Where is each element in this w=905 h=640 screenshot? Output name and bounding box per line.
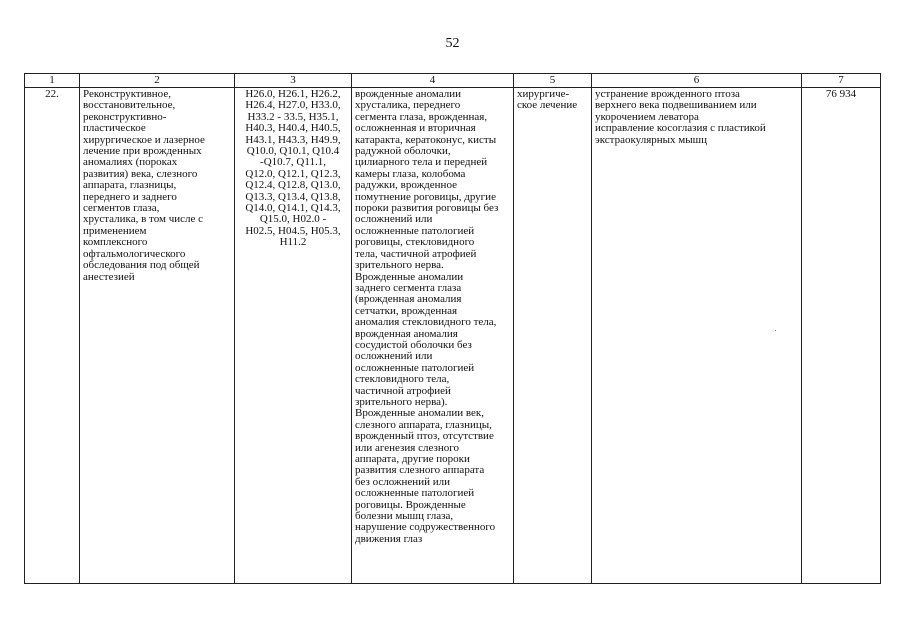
column-header-1: 1 bbox=[25, 74, 80, 88]
column-header-4: 4 bbox=[352, 74, 514, 88]
diagnosis-line: врожденный птоз, отсутствие bbox=[355, 430, 494, 443]
treatment-method-line: верхнего века подвешиванием или bbox=[595, 99, 757, 112]
group-name-line: обследования под общей bbox=[83, 259, 200, 272]
diagnosis-line: развития слезного аппарата bbox=[355, 464, 485, 477]
diagnosis-line: роговицы. Врожденные bbox=[355, 498, 466, 511]
diagnosis-cell bbox=[352, 88, 514, 584]
diagnosis-line: катаракта, кератоконус, кисты bbox=[355, 133, 497, 146]
group-name-line: применением bbox=[83, 224, 147, 237]
diagnosis-line: сосудистой оболочки без bbox=[355, 338, 472, 351]
treatment-type-cell bbox=[514, 88, 592, 584]
icd-codes-line: Q12.0, Q12.1, Q12.3, bbox=[245, 167, 341, 180]
diagnosis-line: помутнение роговицы, другие bbox=[355, 190, 496, 203]
icd-codes-line: H02.5, H04.5, H05.3, bbox=[245, 224, 341, 237]
table-row bbox=[25, 88, 881, 584]
treatment-type-line: хирургиче- bbox=[517, 88, 570, 100]
group-name-line: лечение при врожденных bbox=[83, 145, 202, 158]
group-name-line: офтальмологического bbox=[83, 247, 186, 260]
diagnosis-line: тела, частичной атрофией bbox=[355, 247, 477, 260]
diagnosis-line: Врожденные аномалии bbox=[355, 270, 464, 283]
treatment-method-cell bbox=[592, 88, 802, 584]
icd-codes-line: Q12.4, Q12.8, Q13.0, bbox=[245, 179, 341, 192]
diagnosis-line: зрительного нерва. bbox=[355, 259, 444, 272]
diagnosis-line: осложненные патологией bbox=[355, 224, 475, 237]
diagnosis-line: аппарата, другие пороки bbox=[355, 453, 470, 465]
diagnosis-line: осложненные патологией bbox=[355, 361, 475, 374]
treatment-type-line: ское лечение bbox=[517, 99, 578, 112]
group-name-line: аппарата, глазницы, bbox=[83, 179, 177, 192]
row-number: 22. bbox=[25, 88, 80, 584]
icd-codes-line: H11.2 bbox=[279, 236, 307, 249]
group-name-line: пластическое bbox=[83, 122, 146, 135]
diagnosis-line: движения глаз bbox=[355, 532, 423, 545]
diagnosis-line: сетчатки, врожденная bbox=[355, 304, 458, 317]
icd-codes-line: Q15.0, H02.0 - bbox=[259, 213, 327, 226]
treatment-method-line: экстраокулярных мышц bbox=[595, 133, 707, 146]
column-number-row bbox=[25, 74, 881, 88]
group-name-line: Реконструктивное, bbox=[83, 88, 171, 100]
diagnosis-line: радужки, врожденное bbox=[355, 179, 457, 192]
group-name-line: сегментов глаза, bbox=[83, 202, 160, 215]
diagnosis-line: аномалия стекловидного тела, bbox=[355, 316, 497, 329]
diagnosis-line: зрительного нерва). bbox=[355, 395, 448, 408]
group-name-cell bbox=[80, 88, 235, 584]
diagnosis-line: осложненная и вторичная bbox=[355, 122, 476, 135]
icd-codes-line: Q14.0, Q14.1, Q14.3, bbox=[245, 202, 341, 215]
procedures-table bbox=[24, 73, 881, 584]
icd-codes-line: H40.3, H40.4, H40.5, bbox=[245, 122, 341, 135]
treatment-method-line: укорочением леватора bbox=[595, 110, 699, 123]
diagnosis-line: слезного аппарата, глазницы, bbox=[355, 418, 492, 431]
diagnosis-line: осложнений или bbox=[355, 213, 433, 226]
diagnosis-line: роговицы, стекловидного bbox=[355, 236, 475, 249]
group-name-line: комплексного bbox=[83, 236, 148, 249]
treatment-method-line: устранение врожденного птоза bbox=[595, 88, 740, 100]
diagnosis-line: врожденные аномалии bbox=[355, 88, 461, 100]
icd-codes-cell bbox=[235, 88, 352, 584]
diagnosis-line: врожденная аномалия bbox=[355, 327, 458, 340]
diagnosis-line: или агенезия слезного bbox=[355, 441, 459, 454]
treatment-method-line: исправление косоглазия с пластикой bbox=[595, 122, 766, 135]
diagnosis-line: радужной оболочки, bbox=[355, 145, 451, 158]
scan-speck bbox=[775, 330, 776, 331]
icd-codes-line: H33.2 - 33.5, H35.1, bbox=[247, 110, 339, 123]
column-header-7: 7 bbox=[802, 74, 881, 88]
icd-codes-line: H26.0, H26.1, H26.2, bbox=[245, 88, 341, 100]
group-name-line: переднего и заднего bbox=[83, 190, 177, 203]
group-name-line: хрусталика, в том числе с bbox=[83, 213, 204, 226]
diagnosis-line: болезни мышц глаза, bbox=[355, 510, 454, 523]
group-name-line: анестезией bbox=[83, 270, 135, 283]
icd-codes-line: H43.1, H43.3, H49.9, bbox=[245, 133, 341, 146]
diagnosis-line: стекловидного тела, bbox=[355, 373, 450, 386]
column-header-6: 6 bbox=[592, 74, 802, 88]
price-cell: 76 934 bbox=[802, 88, 881, 584]
group-name-line: аномалиях (пороках bbox=[83, 156, 178, 169]
icd-codes-line: Q10.0, Q10.1, Q10.4 bbox=[246, 145, 340, 158]
group-name-line: хирургическое и лазерное bbox=[83, 133, 205, 146]
icd-codes-line: -Q10.7, Q11.1, bbox=[260, 156, 326, 169]
column-header-2: 2 bbox=[80, 74, 235, 88]
diagnosis-line: (врожденная аномалия bbox=[355, 293, 462, 306]
diagnosis-line: осложнений или bbox=[355, 350, 433, 363]
diagnosis-line: Врожденные аномалии век, bbox=[355, 407, 484, 420]
diagnosis-line: хрусталика, переднего bbox=[355, 99, 461, 112]
diagnosis-line: сегмента глаза, врожденная, bbox=[355, 110, 488, 123]
page-number: 52 bbox=[445, 36, 460, 51]
group-name-line: реконструктивно- bbox=[83, 110, 167, 123]
column-header-5: 5 bbox=[514, 74, 592, 88]
diagnosis-line: частичной атрофией bbox=[355, 384, 451, 397]
diagnosis-line: осложненные патологией bbox=[355, 487, 475, 500]
group-name-line: восстановительное, bbox=[83, 99, 176, 112]
diagnosis-line: нарушение содружественного bbox=[355, 521, 496, 534]
group-name-line: развития) века, слезного bbox=[83, 167, 198, 180]
icd-codes-line: H26.4, H27.0, H33.0, bbox=[245, 99, 341, 112]
icd-codes-line: Q13.3, Q13.4, Q13.8, bbox=[245, 190, 341, 203]
diagnosis-line: цилиарного тела и передней bbox=[355, 156, 488, 169]
column-header-3: 3 bbox=[235, 74, 352, 88]
diagnosis-line: камеры глаза, колобома bbox=[355, 167, 466, 180]
diagnosis-line: пороки развития роговицы без bbox=[355, 202, 499, 215]
diagnosis-line: без осложнений или bbox=[355, 475, 450, 488]
diagnosis-line: заднего сегмента глаза bbox=[355, 281, 462, 294]
